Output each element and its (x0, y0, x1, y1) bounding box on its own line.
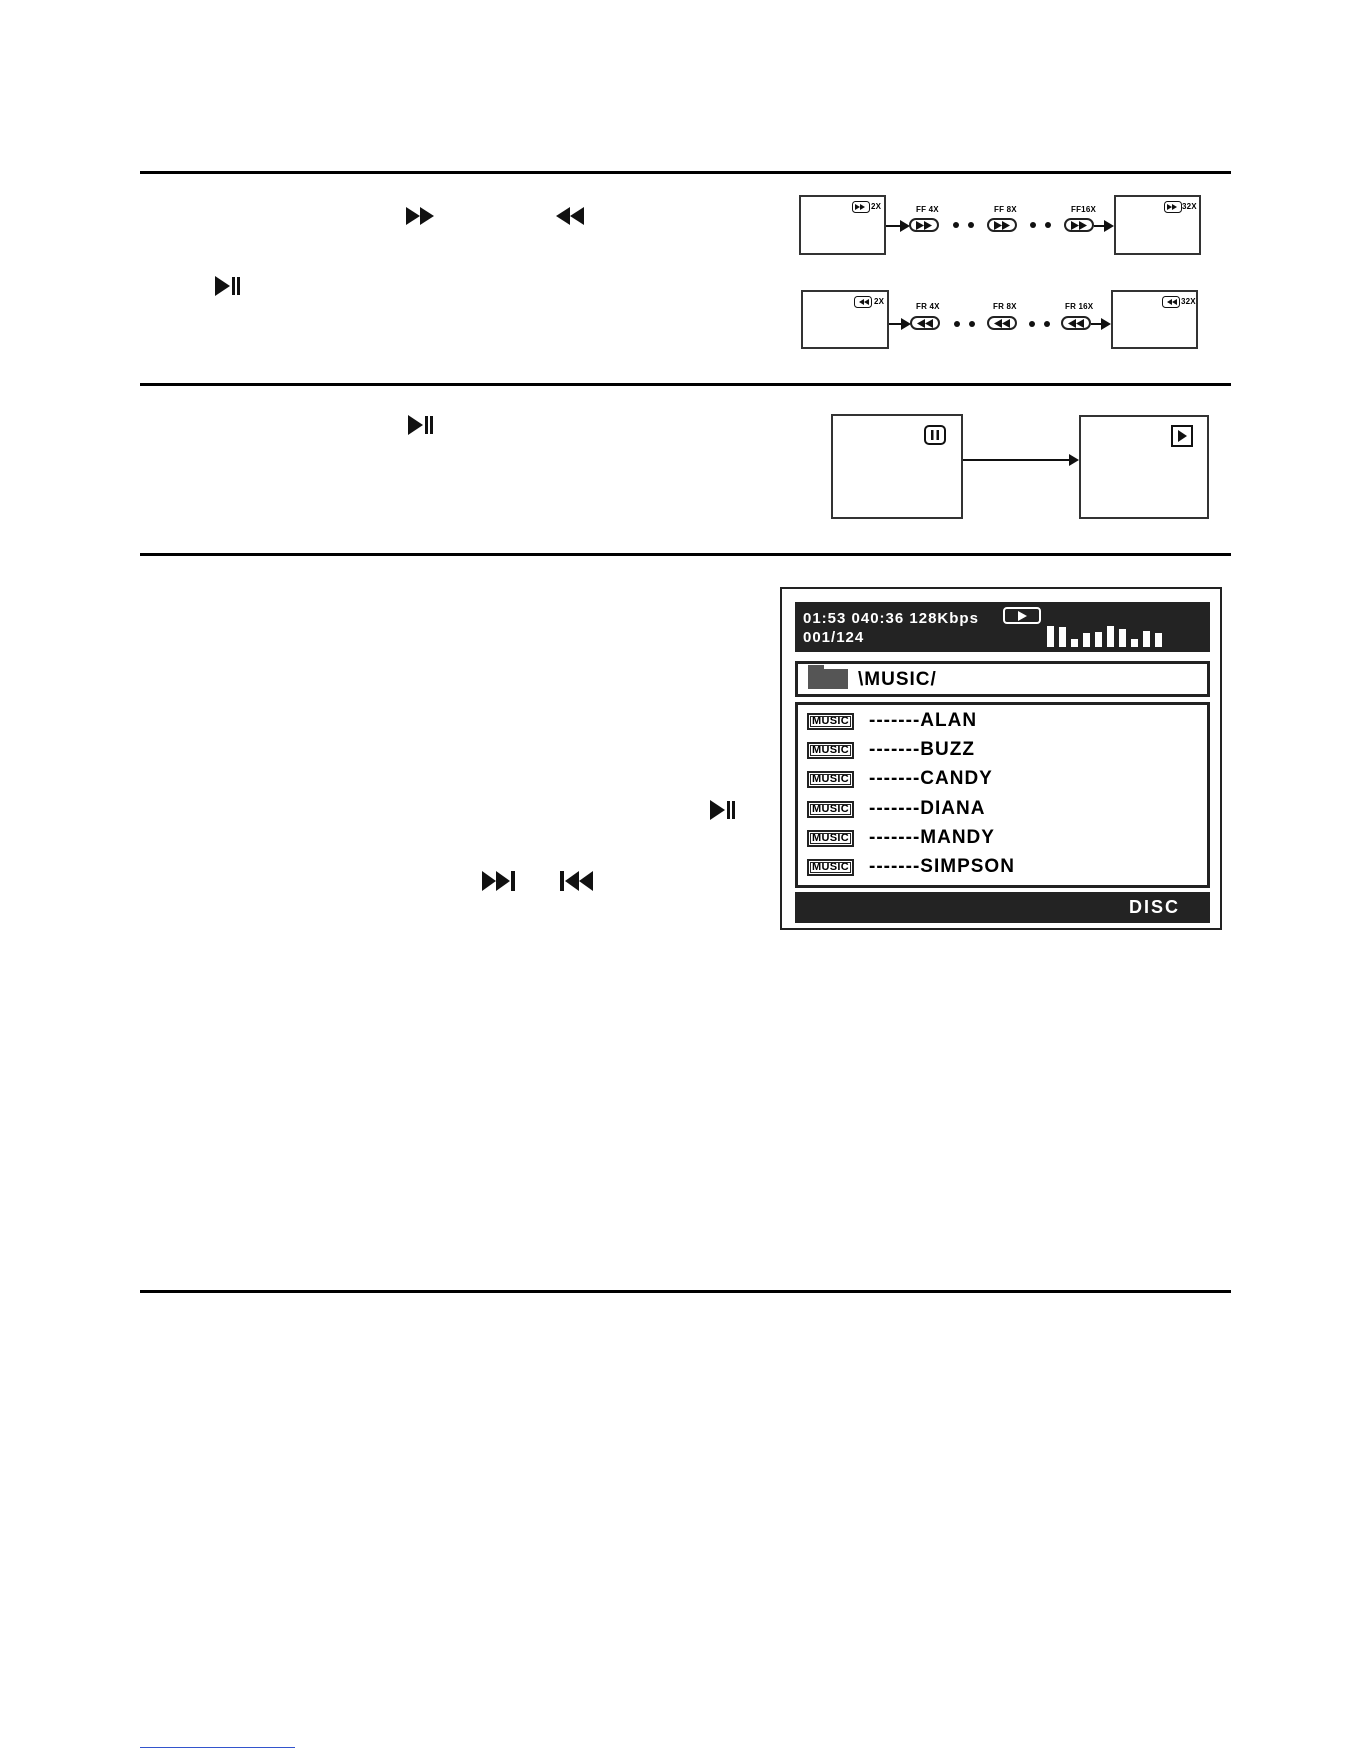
paused-screen (831, 414, 963, 519)
ff-end-label: 32X (1182, 202, 1197, 211)
section-divider-top (140, 171, 1231, 174)
equalizer-bar (1095, 632, 1102, 647)
ff-end-screen (1114, 195, 1201, 255)
track-name: -------CANDY (869, 768, 993, 789)
playing-screen (1079, 415, 1209, 519)
equalizer-bar (1143, 631, 1150, 647)
fr-step-label: FR 16X (1065, 302, 1094, 311)
equalizer-bar (1107, 626, 1114, 647)
equalizer-bar (1083, 633, 1090, 647)
fast-forward-icon (406, 207, 436, 225)
track-name: -------BUZZ (869, 739, 975, 760)
ff-step-label: FF 4X (916, 205, 939, 214)
equalizer-bar (1155, 633, 1162, 647)
ff-step-label: FF16X (1071, 205, 1097, 214)
osd-status-bar (795, 602, 1210, 652)
track-name: -------ALAN (869, 710, 978, 731)
fast-forward-icon (852, 201, 870, 213)
osd-status-line: 01:53 040:36 128Kbps (803, 610, 979, 627)
track-name: -------MANDY (869, 827, 995, 848)
music-file-icon: MUSIC (807, 742, 854, 759)
equalizer-bar (1071, 639, 1078, 647)
track-name: -------DIANA (869, 798, 986, 819)
fr-start-screen (801, 290, 889, 349)
osd-track-counter: 001/124 (803, 629, 865, 646)
equalizer-bar (1059, 627, 1066, 647)
play-pause-icon (408, 415, 434, 435)
equalizer-bar (1047, 626, 1054, 647)
fr-step-label: FR 8X (993, 302, 1017, 311)
fast-forward-icon (994, 221, 1010, 230)
fast-forward-icon (916, 221, 932, 230)
section-divider-bottom (140, 1290, 1231, 1293)
play-icon (1003, 607, 1041, 624)
play-icon (1171, 425, 1193, 447)
music-file-icon: MUSIC (807, 830, 854, 847)
ff-start-screen (799, 195, 886, 255)
section-divider-pause (140, 383, 1231, 386)
rewind-icon (854, 296, 872, 308)
folder-icon (808, 669, 848, 689)
next-track-icon (482, 871, 518, 891)
source-label: DISC (1128, 897, 1180, 917)
rewind-icon (917, 319, 933, 328)
music-file-icon: MUSIC (807, 713, 854, 730)
music-file-icon: MUSIC (807, 801, 854, 818)
fr-end-screen (1111, 290, 1198, 349)
rewind-icon (994, 319, 1010, 328)
folder-path: \MUSIC/ (858, 669, 937, 690)
play-pause-icon (710, 800, 736, 820)
equalizer-bar (1119, 629, 1126, 647)
music-file-icon: MUSIC (807, 859, 854, 876)
previous-track-icon (560, 871, 596, 891)
equalizer-bars (1047, 620, 1177, 647)
track-list (795, 702, 1210, 888)
music-file-icon: MUSIC (807, 771, 854, 788)
equalizer-bar (1131, 639, 1138, 647)
folder-path-bar (795, 661, 1210, 697)
osd-source-bar (795, 892, 1210, 923)
play-pause-icon (215, 276, 241, 296)
fast-forward-icon (1164, 201, 1182, 213)
fr-start-label: 2X (874, 297, 885, 306)
section-divider-music (140, 553, 1231, 556)
fr-end-label: 32X (1181, 297, 1196, 306)
track-name: -------SIMPSON (869, 856, 1015, 877)
ff-start-label: 2X (871, 202, 882, 211)
rewind-icon (1068, 319, 1084, 328)
rewind-icon (1162, 296, 1180, 308)
music-osd-screen (780, 587, 1222, 930)
pause-icon (924, 425, 946, 445)
ff-step-label: FF 8X (994, 205, 1017, 214)
footer-link-underline (140, 1747, 295, 1748)
fast-forward-icon (1071, 221, 1087, 230)
fr-step-label: FR 4X (916, 302, 940, 311)
rewind-icon (556, 207, 586, 225)
